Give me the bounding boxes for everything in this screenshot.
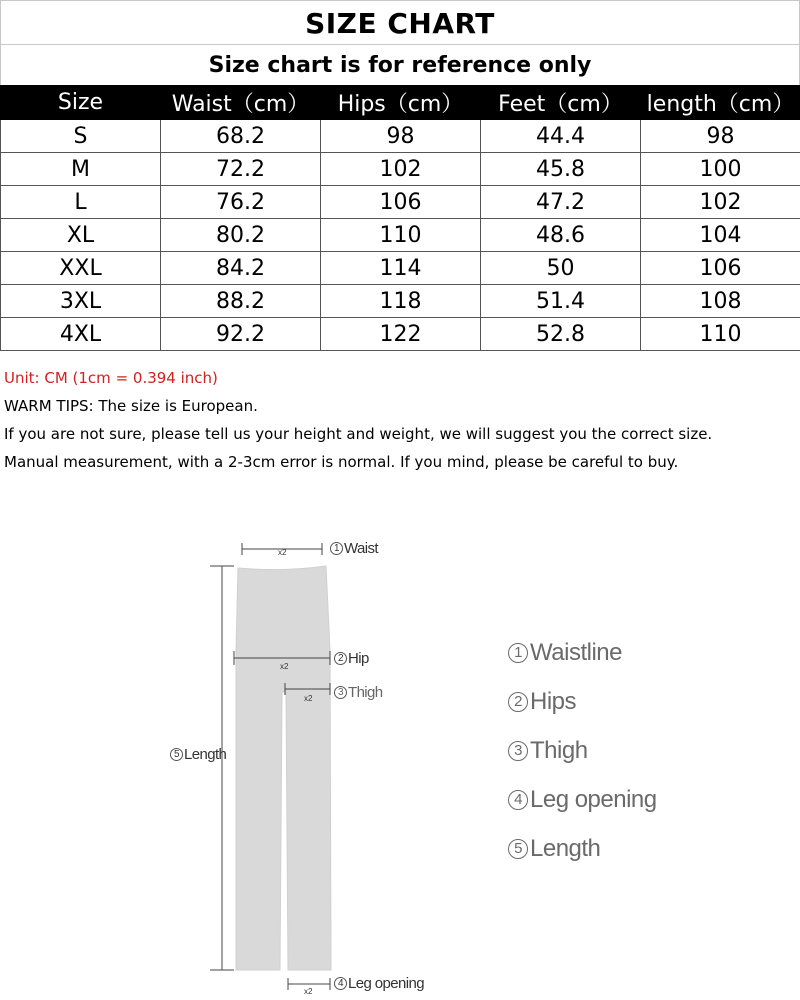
cell-size: L <box>1 186 161 219</box>
cell-length: 106 <box>641 252 800 285</box>
number-circle: 1 <box>508 643 528 663</box>
legend-item-label: Waistline <box>530 638 622 666</box>
cell-waist: 84.2 <box>161 252 321 285</box>
subtitle-bar <box>0 44 800 85</box>
pants-shape <box>236 566 331 970</box>
cell-hips: 118 <box>321 285 481 318</box>
legend-item <box>508 824 657 873</box>
cell-feet: 45.8 <box>481 153 641 186</box>
cell-feet: 44.4 <box>481 120 641 153</box>
legend-item <box>508 677 657 726</box>
cell-feet: 51.4 <box>481 285 641 318</box>
thigh-label-text: Thigh <box>348 684 383 701</box>
cell-hips: 122 <box>321 318 481 351</box>
cell-size: XL <box>1 219 161 252</box>
thigh-label <box>334 684 383 701</box>
legend-item <box>508 726 657 775</box>
cell-waist: 92.2 <box>161 318 321 351</box>
hip-label-text: Hip <box>348 650 369 667</box>
table-row <box>1 186 800 219</box>
advice-note: If you are not sure, please tell us your height and weight, we will suggest you the correct size. <box>4 425 713 443</box>
cell-hips: 98 <box>321 120 481 153</box>
table-row <box>1 318 800 351</box>
page-subtitle: Size chart is for reference only <box>208 52 592 78</box>
cell-feet: 48.6 <box>481 219 641 252</box>
waist-multiplier: x2 <box>278 548 287 557</box>
cell-hips: 102 <box>321 153 481 186</box>
number-circle: 4 <box>334 977 347 990</box>
leg-opening-label-text: Leg opening <box>348 975 424 992</box>
number-circle: 1 <box>330 542 343 555</box>
cell-hips: 110 <box>321 219 481 252</box>
cell-length: 102 <box>641 186 800 219</box>
legend-item-label: Length <box>530 834 601 862</box>
leg-opening-label <box>334 975 424 992</box>
column-header-length: length（cm） <box>641 86 800 120</box>
size-table <box>0 85 800 351</box>
legend-item-label: Leg opening <box>530 785 657 813</box>
waist-label-text: Waist <box>344 540 378 557</box>
cell-length: 104 <box>641 219 800 252</box>
cell-hips: 114 <box>321 252 481 285</box>
cell-waist: 68.2 <box>161 120 321 153</box>
number-circle: 5 <box>170 748 183 761</box>
cell-waist: 80.2 <box>161 219 321 252</box>
legend-item <box>508 628 657 677</box>
number-circle: 2 <box>334 652 347 665</box>
notes-section <box>4 364 794 476</box>
title-bar <box>0 0 800 45</box>
table-row <box>1 153 800 186</box>
page-title: SIZE CHART <box>305 6 495 40</box>
measurement-diagram <box>0 500 800 1000</box>
number-circle: 4 <box>508 790 528 810</box>
cell-size: XXL <box>1 252 161 285</box>
number-circle: 5 <box>508 839 528 859</box>
number-circle: 2 <box>508 692 528 712</box>
length-label <box>170 746 226 763</box>
cell-feet: 52.8 <box>481 318 641 351</box>
unit-note: Unit: CM (1cm = 0.394 inch) <box>4 369 218 387</box>
cell-waist: 72.2 <box>161 153 321 186</box>
cell-size: 4XL <box>1 318 161 351</box>
table-row <box>1 120 800 153</box>
legend-item <box>508 775 657 824</box>
length-label-text: Length <box>184 746 227 763</box>
length-measure-line <box>210 566 234 970</box>
table-row <box>1 285 800 318</box>
number-circle: 3 <box>334 686 347 699</box>
legend-item-label: Hips <box>530 687 577 715</box>
warm-tips-note: WARM TIPS: The size is European. <box>4 397 258 415</box>
column-header-feet: Feet（cm） <box>481 86 641 120</box>
column-header-size: Size <box>1 86 161 120</box>
cell-hips: 106 <box>321 186 481 219</box>
thigh-multiplier: x2 <box>304 694 313 703</box>
cell-waist: 88.2 <box>161 285 321 318</box>
legend-item-label: Thigh <box>530 736 588 764</box>
column-header-hips: Hips（cm） <box>321 86 481 120</box>
cell-size: S <box>1 120 161 153</box>
cell-feet: 47.2 <box>481 186 641 219</box>
table-header-row <box>1 86 800 120</box>
leg-opening-multiplier: x2 <box>304 987 313 996</box>
waist-label <box>330 540 378 557</box>
column-header-waist: Waist（cm） <box>161 86 321 120</box>
cell-length: 100 <box>641 153 800 186</box>
hip-label <box>334 650 369 667</box>
cell-length: 110 <box>641 318 800 351</box>
table-row <box>1 219 800 252</box>
cell-length: 108 <box>641 285 800 318</box>
pants-illustration <box>0 500 800 1000</box>
cell-size: M <box>1 153 161 186</box>
cell-size: 3XL <box>1 285 161 318</box>
hip-multiplier: x2 <box>280 662 289 671</box>
cell-feet: 50 <box>481 252 641 285</box>
table-row <box>1 252 800 285</box>
error-note: Manual measurement, with a 2-3cm error is normal. If you mind, please be careful to buy. <box>4 453 679 471</box>
number-circle: 3 <box>508 741 528 761</box>
measurement-legend <box>508 628 657 873</box>
cell-waist: 76.2 <box>161 186 321 219</box>
cell-length: 98 <box>641 120 800 153</box>
